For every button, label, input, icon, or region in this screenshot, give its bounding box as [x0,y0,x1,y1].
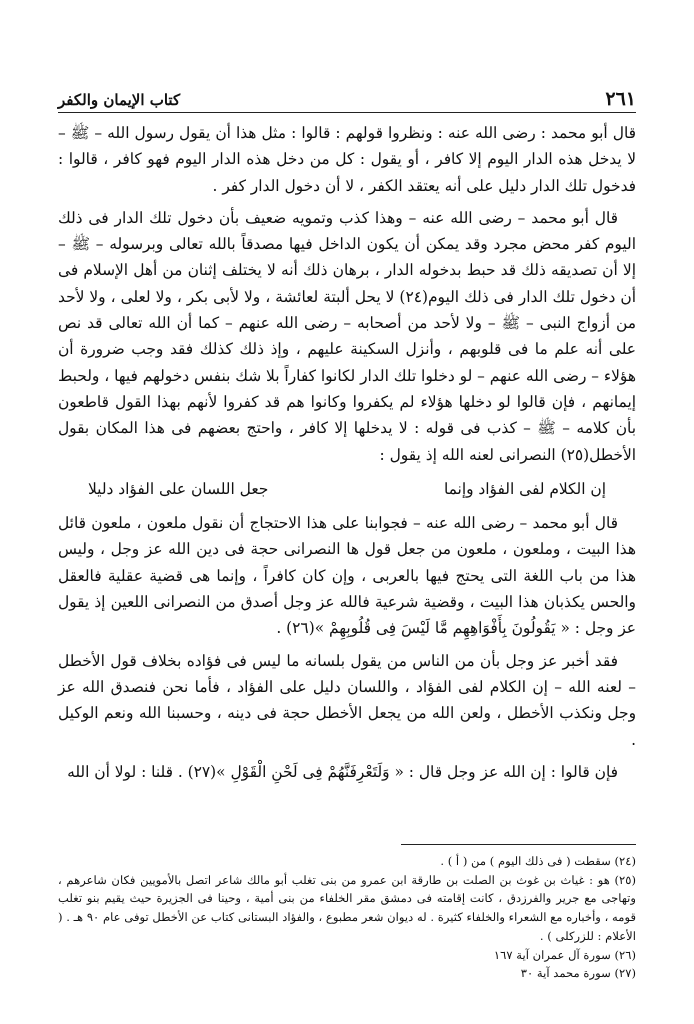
paragraph: فقد أخبر عز وجل بأن من الناس من يقول بلسانه ما ليس فى فؤاده بخلاف قول الأخطل – لعنه الله – إن الكلام لفى الفؤاد ، واللسان دليل على الفؤاد ، فأما نحن فنصدق الله عز وجل ونكذب الأخطل ، ولعن الله من يجعل الأخطل حجة فى دينه ، وحسبنا الله ونعم الوكيل . [58,651,636,749]
footnote-divider [401,844,636,845]
footnote: (٢٧) سورة محمد آية ٣٠ [520,966,636,981]
paragraph: قال أبو محمد : رضى الله عنه : ونظروا قولهم : قالوا : مثل هذا أن يقول رسول الله – ﷺ – لا يدخل هذه الدار اليوم إلا كافر ، أو يقول : كل من دخل هذه الدار اليوم فهو كافر ، قالوا : فدخول تلك الدار دليل على أنه يعتقد الكفر ، لا أن دخول الدار كفر . [58,124,636,195]
running-header [58,86,636,113]
paragraph: فإن قالوا : إن الله عز وجل قال : « وَلَتَعْرِفَنَّهُمْ فِى لَحْنِ الْقَوْلِ »(٢٧) . قلنا : لولا أن الله [67,762,618,781]
footnotes [58,852,636,983]
paragraph: قال أبو محمد – رضى الله عنه – فجوابنا على هذا الاحتجاج أن نقول ملعون ، ملعون قائل هذا البيت ، وملعون ، ملعون من جعل قول ها النصرانى حجة فى دين الله عز وجل ، وليس هذا من باب اللغة التى يحتج فيها بالعربى ، وإن كان كافراً ، وإنما هى قضية عقلية فالعقل والحس يكذبان هذا البيت ، وقضية شرعية فالله عز وجل أصدق من النصرانى اللعين إذ يقول عز وجل : « يَقُولُونَ بِأَفْوَاهِهِم مَّا لَيْسَ فِى قُلُوبِهِمْ »(٢٦) . [58,514,636,638]
page-number: ٢٦١ [605,88,636,110]
verse-hemistich-second: جعل اللسان على الفؤاد دليلا [88,479,269,498]
paragraph: قال أبو محمد – رضى الله عنه – وهذا كذب وتمويه ضعيف بأن دخول تلك الدار فى ذلك اليوم كفر محض مجرد وقد يمكن أن يكون الداخل فيها مصدقاً بالله تعالى وبرسوله – ﷺ – إلا أن تصديقه ذلك قد حبط بدخوله الدار ، برهان ذلك أنه لا يختلف إثنان من أهل الإسلام فى أن دخول تلك الدار فى ذلك اليوم(٢٤) لا يحل ألبتة لعائشة ، ولا لأبى بكر ، ولا لعلى ، ولا لأحد من أزواج النبى – ﷺ – ولا لأحد من أصحابه – رضى الله عنهم – كما أن الله تعالى قد نص على أنه علم ما فى قلوبهم ، وأنزل السكينة عليهم ، وإذ ذلك كذلك فقد وجب ضرورة أن هؤلاء – رضى الله عنهم – لو دخلوا تلك الدار لكانوا كفاراً بلا شك بنفس دخولهم فيها ، ولحبط إيمانهم ، فإن قالوا لو دخلها هؤلاء لم يكفروا وكانوا هم قد كفروا لأنهم بهذا القول قاطعون بأن كلامه – ﷺ – كذب فى قوله : لا يدخلها إلا كافر ، واحتج بعضهم فى هذا المكان بقول الأخطل(٢٥) النصرانى لعنه الله إذ يقول : [58,208,637,464]
main-text [58,120,636,791]
verse-hemistich-first: إن الكلام لفى الفؤاد وإنما [443,479,606,498]
footnote: (٢٦) سورة آل عمران آية ١٦٧ [493,947,636,962]
footnote: (٢٤) سقطت ( فى ذلك اليوم ) من ( أ ) . [440,854,636,868]
footnote: (٢٥) هو : غياث بن غوث بن الصلت بن طارقة ابن عمرو من بنى تغلب أبو مالك شاعر اتصل بالأمويين فكان شاعرهم ، وتهاجى مع جرير والفرزدق ، كانت إقامته فى دمشق مقر الخلفاء من بنى أمية ، وحينا فى الجزيرة حيث يقيم بنو تغلب قومه ، وأخباره مع الشعراء والخلفاء كثيرة . له ديوان شعر مطبوع ، والفؤاد البستانى كتاب عن الأخطل توفى عام ٩٠ هـ . ( الأعلام : للزركلى ) . [58,872,636,943]
poetry-verse [58,476,636,502]
book-title: كتاب الإيمان والكفر [58,91,181,109]
